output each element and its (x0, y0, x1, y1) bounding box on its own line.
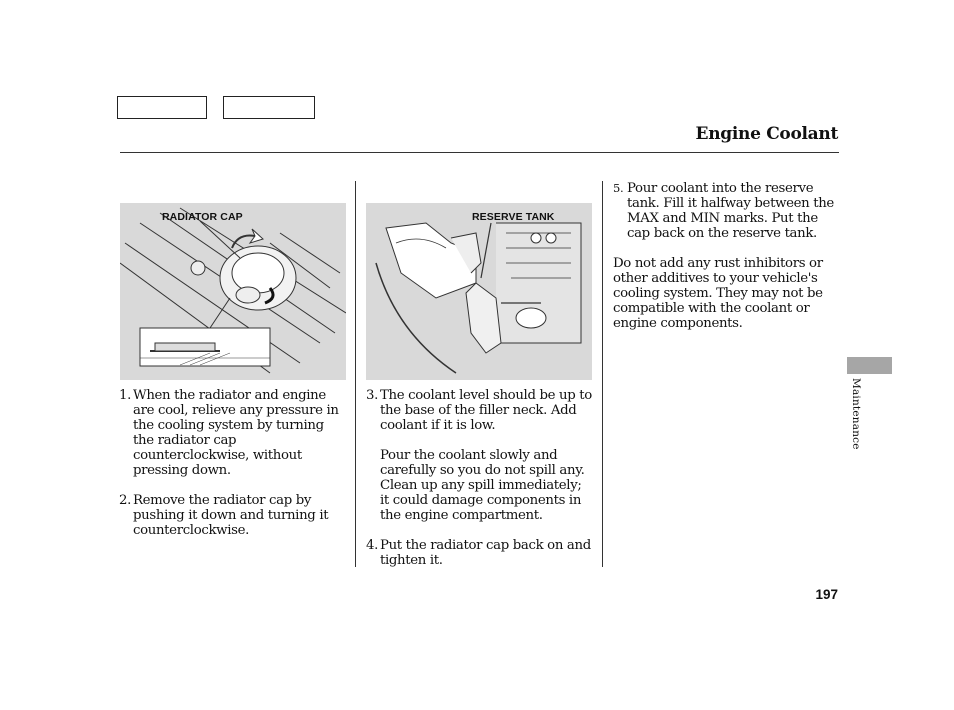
step-number: 3. (366, 388, 378, 403)
step-5 (613, 181, 843, 241)
reserve-tank-illustration (366, 203, 592, 380)
title-divider (120, 152, 839, 153)
section-tab-label: Maintenance (850, 378, 862, 450)
nav-button-next[interactable] (223, 96, 315, 119)
radiator-cap-label: RADIATOR CAP (162, 211, 243, 223)
step-number: 1. (119, 388, 131, 403)
step-text: Put the radiator cap back on and tighten it. (380, 538, 591, 568)
page-number: 197 (815, 587, 838, 602)
nav-button-previous[interactable] (117, 96, 207, 119)
step-4 (366, 538, 592, 568)
step-number: 4. (366, 538, 378, 553)
additive-note: Do not add any rust inhibitors or other additives to your vehicle's cooling system. They may not be compatible with the coolant or engine components. (613, 256, 823, 331)
step-2 (119, 493, 345, 538)
page-title: Engine Coolant (695, 124, 838, 144)
column-divider-2 (602, 181, 603, 567)
instructions-column-left (119, 388, 345, 553)
step-3-detail: Pour the coolant slowly and carefully so you do not spill any. Clean up any spill immediately; it could damage components in the engine compartment. (380, 448, 585, 523)
reserve-tank-label: RESERVE TANK (472, 211, 555, 223)
step-text: The coolant level should be up to the base of the filler neck. Add coolant if it is low. (380, 388, 592, 433)
instructions-column-middle (366, 388, 592, 583)
column-divider-1 (355, 181, 356, 567)
step-number: 5. (613, 181, 624, 195)
step-3 (366, 388, 592, 433)
step-text: Pour coolant into the reserve tank. Fill it halfway between the MAX and MIN marks. Put the cap back on the reserve tank. (627, 181, 834, 241)
instructions-column-right (613, 181, 843, 331)
section-tab-marker[interactable] (847, 357, 892, 374)
step-text: When the radiator and engine are cool, relieve any pressure in the cooling system by turning the radiator cap counterclockwise, without pressing down. (133, 388, 339, 478)
radiator-cap-illustration (120, 203, 346, 380)
step-number: 2. (119, 493, 131, 508)
step-text: Remove the radiator cap by pushing it down and turning it counterclockwise. (133, 493, 329, 538)
step-1 (119, 388, 345, 478)
